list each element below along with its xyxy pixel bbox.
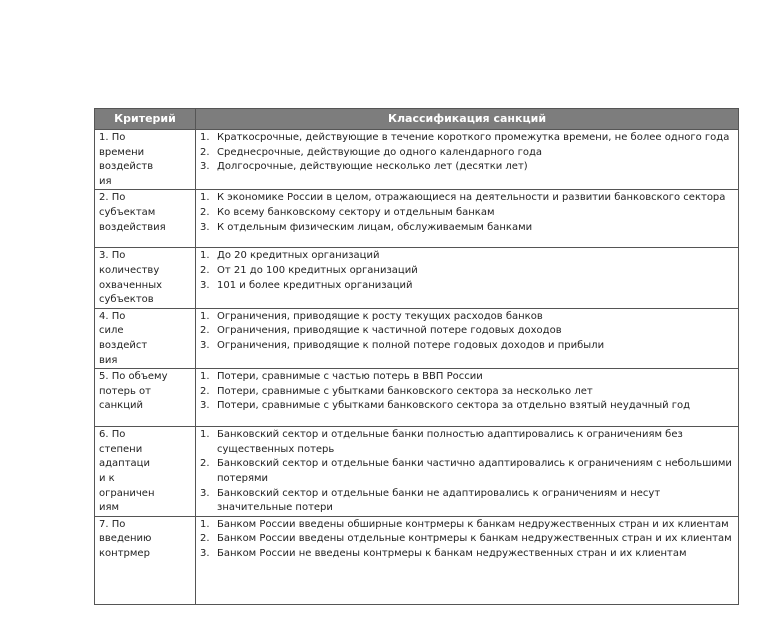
item-text: Ограничения, приводящие к полной потере годовых доходов и прибыли	[217, 339, 605, 351]
item-number: 3.	[200, 547, 210, 559]
item-text: Банковский сектор и отдельные банки не адаптировались к ограничениям и несут значительные потери	[217, 487, 661, 514]
classification-list	[200, 370, 736, 414]
criterion-cell: 6. По степени адаптаци и к ограничен иям	[95, 427, 196, 517]
sanctions-classification-table	[94, 108, 739, 605]
item-text: Долгосрочные, действующие несколько лет (десятки лет)	[217, 161, 528, 173]
item-text: До 20 кредитных организаций	[217, 250, 380, 262]
list-item	[200, 206, 736, 221]
item-text: Ограничения, приводящие к частичной потере годовых доходов	[217, 325, 562, 337]
classification-column-header: Классификация санкций	[196, 109, 739, 130]
item-text: Краткосрочные, действующие в течение короткого промежутка времени, не более одного года	[217, 132, 730, 143]
item-number: 3.	[200, 279, 210, 291]
table-row	[95, 427, 739, 517]
item-text: Среднесрочные, действующие до одного календарного года	[217, 146, 542, 158]
criterion-cell: 5. По объему потерь от санкций	[95, 369, 196, 427]
classification-cell	[196, 308, 739, 368]
item-number: 3.	[200, 339, 210, 351]
item-number: 3.	[200, 221, 210, 233]
item-text: К экономике России в целом, отражающиеся на деятельности и развитии банковского сектора	[217, 192, 726, 204]
criterion-column-header: Критерий	[95, 109, 196, 130]
list-item	[200, 532, 736, 547]
item-number: 2.	[200, 264, 210, 276]
list-item	[200, 191, 736, 206]
list-item	[200, 399, 736, 414]
table-row	[95, 516, 739, 604]
item-number: 1.	[200, 371, 210, 383]
list-item	[200, 310, 736, 325]
classification-cell	[196, 516, 739, 604]
classification-list	[200, 191, 736, 235]
item-text: Ко всему банковскому сектору и отдельным банкам	[217, 206, 495, 218]
table-row	[95, 308, 739, 368]
table-row	[95, 130, 739, 190]
list-item	[200, 547, 736, 562]
item-text: Банковский сектор и отдельные банки полностью адаптировались к ограничениям без существенных потерь	[217, 429, 683, 455]
classification-list	[200, 131, 736, 175]
list-item	[200, 518, 736, 533]
classification-cell	[196, 248, 739, 308]
item-number: 3.	[200, 487, 210, 499]
item-text: Банком России введены отдельные контрмеры к банкам недружественных стран и их клиентам	[217, 533, 732, 545]
table-row	[95, 190, 739, 248]
list-item	[200, 146, 736, 161]
item-number: 1.	[200, 518, 210, 530]
list-item	[200, 487, 736, 516]
item-number: 2.	[200, 458, 210, 470]
item-text: Банковский сектор и отдельные банки частично адаптировались к ограничениям с небольшими потерями	[217, 458, 732, 484]
table-row	[95, 369, 739, 427]
item-number: 1.	[200, 192, 210, 204]
list-item	[200, 160, 736, 175]
criterion-cell: 3. По количеству охваченных субъектов	[95, 248, 196, 308]
list-item	[200, 370, 736, 385]
item-text: От 21 до 100 кредитных организаций	[217, 264, 418, 276]
classification-cell	[196, 369, 739, 427]
item-number: 1.	[200, 132, 210, 143]
criterion-cell: 2. По субъектам воздействия	[95, 190, 196, 248]
classification-cell	[196, 130, 739, 190]
criterion-cell: 7. По введению контрмер	[95, 516, 196, 604]
classification-cell	[196, 190, 739, 248]
list-item	[200, 131, 736, 146]
item-text: Ограничения, приводящие к росту текущих расходов банков	[217, 310, 543, 322]
classification-list	[200, 310, 736, 354]
classification-list	[200, 518, 736, 562]
criterion-cell: 4. По силе воздейст вия	[95, 308, 196, 368]
item-number: 2.	[200, 206, 210, 218]
item-number: 1.	[200, 310, 210, 322]
list-item	[200, 385, 736, 400]
item-text: Банком России не введены контрмеры к банкам недружественных стран и их клиентам	[217, 547, 687, 559]
item-number: 2.	[200, 146, 210, 158]
item-text: Банком России введены обширные контрмеры к банкам недружественных стран и их клиентам	[217, 518, 729, 530]
item-text: Потери, сравнимые с частью потерь в ВВП России	[217, 371, 483, 383]
item-text: Потери, сравнимые с убытками банковского сектора за несколько лет	[217, 385, 593, 397]
list-item	[200, 264, 736, 279]
classification-list	[200, 428, 736, 516]
item-number: 3.	[200, 400, 210, 412]
item-number: 2.	[200, 385, 210, 397]
classification-cell	[196, 427, 739, 517]
item-number: 1.	[200, 429, 210, 441]
item-text: К отдельным физическим лицам, обслуживаемым банками	[217, 221, 533, 233]
table-header-row	[95, 109, 739, 130]
criterion-cell: 1. По времени воздейств ия	[95, 130, 196, 190]
item-text: 101 и более кредитных организаций	[217, 279, 413, 291]
list-item	[200, 279, 736, 294]
list-item	[200, 457, 736, 486]
table-row	[95, 248, 739, 308]
list-item	[200, 428, 736, 457]
list-item	[200, 249, 736, 264]
classification-list	[200, 249, 736, 293]
item-text: Потери, сравнимые с убытками банковского сектора за отдельно взятый неудачный год	[217, 400, 691, 412]
item-number: 3.	[200, 161, 210, 173]
list-item	[200, 339, 736, 354]
list-item	[200, 324, 736, 339]
item-number: 2.	[200, 533, 210, 545]
item-number: 1.	[200, 250, 210, 262]
item-number: 2.	[200, 325, 210, 337]
list-item	[200, 221, 736, 236]
